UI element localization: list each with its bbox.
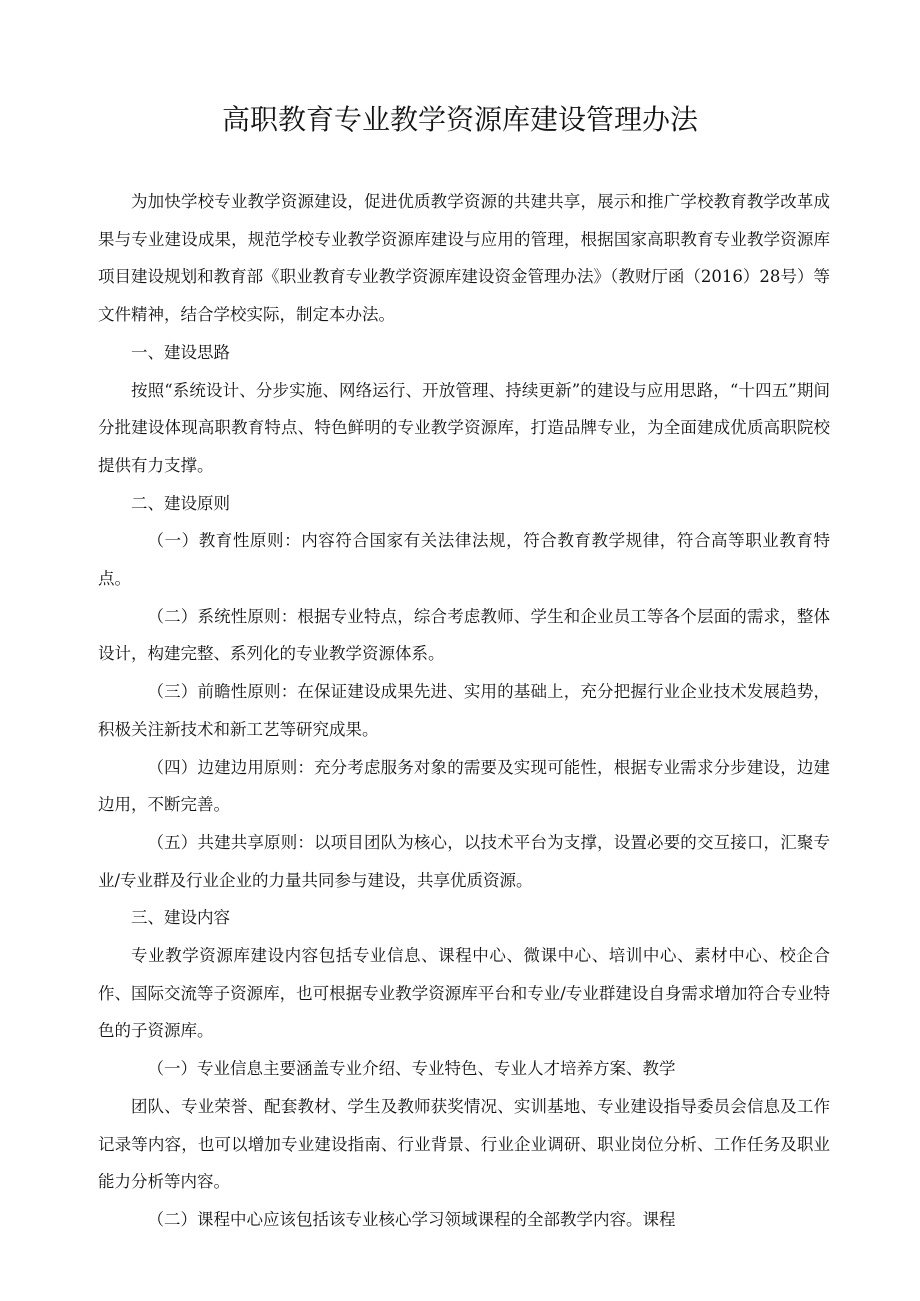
principle-co-build-share: （五）共建共享原则：以项目团队为核心，以技术平台为支撑，设置必要的交互接口，汇聚专业/专业群及行业企业的力量共同参与建设，共享优质资源。 xyxy=(98,832,830,890)
principle-education: （一）教育性原则：内容符合国家有关法律法规，符合教育教学规律，符合高等职业教育特点。 xyxy=(98,531,830,589)
principle-build-while-using: （四）边建边用原则：充分考虑服务对象的需要及实现可能性，根据专业需求分步建设，边建边用，不断完善。 xyxy=(98,757,830,815)
section-heading-principles: 二、建设原则 xyxy=(131,493,230,513)
approach-paragraph: 按照“系统设计、分步实施、网络运行、开放管理、持续更新”的建设与应用思路，“十四五”期间分批建设体现高职教育特点、特色鲜明的专业教学资源库，打造品牌专业，为全面建成优质高职院校提供有力支撑。 xyxy=(98,380,830,475)
content-course-center-line: （二）课程中心应该包括该专业核心学习领域课程的全部教学内容。课程 xyxy=(147,1209,676,1229)
content-overview-paragraph: 专业教学资源库建设内容包括专业信息、课程中心、微课中心、培训中心、素材中心、校企合作、国际交流等子资源库，也可根据专业教学资源库平台和专业/专业群建设自身需求增加符合专业特色的子资源库。 xyxy=(98,946,830,1041)
content-professional-info-paragraph: 团队、专业荣誉、配套教材、学生及教师获奖情况、实训基地、专业建设指导委员会信息及工作记录等内容，也可以增加专业建设指南、行业背景、行业企业调研、职业岗位分析、工作任务及职业能力分析等内容。 xyxy=(98,1096,830,1192)
principle-forward-looking: （三）前瞻性原则：在保证建设成果先进、实用的基础上，充分把握行业企业技术发展趋势，积极关注新技术和新工艺等研究成果。 xyxy=(98,682,830,739)
document-title: 高职教育专业教学资源库建设管理办法 xyxy=(221,103,698,136)
content-professional-info-line: （一）专业信息主要涵盖专业介绍、专业特色、专业人才培养方案、教学 xyxy=(147,1059,676,1079)
section-heading-approach: 一、建设思路 xyxy=(131,342,230,362)
document-body xyxy=(98,183,830,1239)
section-heading-content: 三、建设内容 xyxy=(131,908,230,928)
principle-system: （二）系统性原则：根据专业特点，综合考虑教师、学生和企业员工等各个层面的需求，整体设计，构建完整、系列化的专业教学资源体系。 xyxy=(98,606,830,664)
intro-paragraph: 为加快学校专业教学资源建设，促进优质教学资源的共建共享，展示和推广学校教育教学改革成果与专业建设成果，规范学校专业教学资源库建设与应用的管理，根据国家高职教育专业教学资源库项目建设规划和教育部《职业教育专业教学资源库建设资金管理办法》（教财厅函（2016）28号）等文件精神，结合学校实际，制定本办法。 xyxy=(98,192,830,325)
